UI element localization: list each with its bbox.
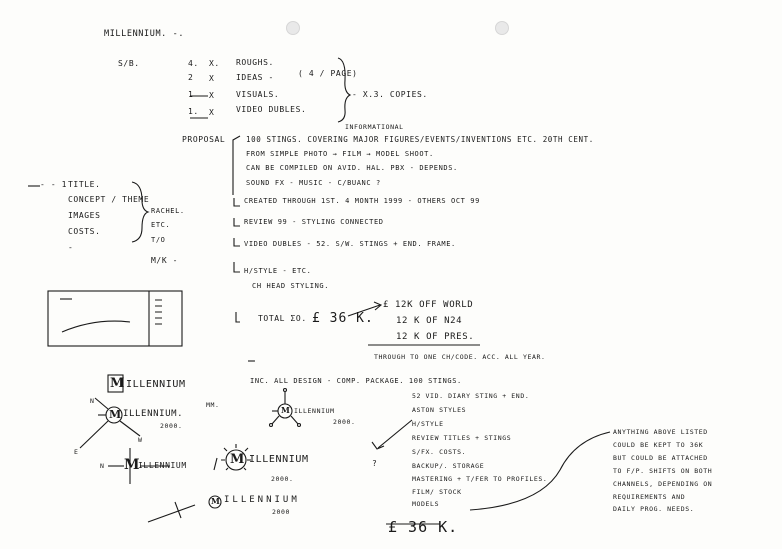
package-item-6: BACKUP/. STORAGE xyxy=(412,462,485,470)
logo-4-m: M xyxy=(124,457,140,473)
logo-3-m: M xyxy=(281,405,290,415)
note-line-4: TO F/P. SHIFTS ON BOTH xyxy=(613,467,713,475)
left-list-dash: - xyxy=(68,243,74,252)
proposal-created: CREATED THROUGH 1ST. 4 MONTH 1999 - OTHERS OCT 99 xyxy=(244,197,480,205)
logo-4-n: N xyxy=(100,462,105,470)
proposal-line-4: SOUND FX - MUSIC - C/BUANC ? xyxy=(246,179,381,187)
left-list-item-4: COSTS. xyxy=(68,227,101,236)
logo-mm-label: MM. xyxy=(206,401,220,409)
left-list-marker: - - 1 xyxy=(40,180,68,189)
sb-item-3: VISUALS. xyxy=(236,90,280,99)
note-line-2: COULD BE KEPT TO 36K xyxy=(613,441,704,449)
note-line-5: CHANNELS, DEPENDING ON xyxy=(613,480,713,488)
logo-2-wordmark: ILLENNIUM. xyxy=(123,409,184,419)
logo-1-wordmark: ILLENNIUM xyxy=(126,379,186,390)
note-line-3: BUT COULD BE ATTACHED xyxy=(613,454,708,462)
sb-qty-1: 4. xyxy=(188,59,199,68)
left-mk: M/K - xyxy=(151,256,179,265)
logo-3-wordmark: ILLENNIUM xyxy=(294,407,335,415)
package-item-1: 52 VID. DIARY STING + END. xyxy=(412,392,530,400)
sb-qty-4: 1. xyxy=(188,107,199,116)
left-list-item-1: TITLE. xyxy=(68,180,101,189)
logo-2-year: 2000. xyxy=(160,422,183,430)
costs-breakdown-2: 12 K OF N24 xyxy=(396,316,463,326)
left-side-2: ETC. xyxy=(151,221,171,229)
sb-x-1: X. xyxy=(209,59,220,68)
left-list-item-2: CONCEPT / THEME xyxy=(68,195,150,204)
proposal-line-3: CAN BE COMPILED ON AVID. HAL. PBX - DEPENDS. xyxy=(246,164,458,172)
logo-6-year: 2000 xyxy=(272,508,291,516)
sb-item-1: ROUGHS. xyxy=(236,58,274,67)
proposal-line-2: FROM SIMPLE PHOTO → FILM → MODEL SHOOT. xyxy=(246,150,434,158)
proposal-line-1: 100 STINGS. COVERING MAJOR FIGURES/EVENTS/INVENTIONS ETC. 20TH CENT. xyxy=(246,135,594,144)
logo-5-wordmark: ILLENNIUM xyxy=(249,454,309,465)
proposal-label: PROPOSAL xyxy=(182,135,226,144)
logo-2-w: W xyxy=(138,436,143,444)
package-item-5: S/FX. COSTS. xyxy=(412,448,467,456)
logo-4-wordmark: ILLENNIUM xyxy=(138,461,187,470)
sb-label: S/B. xyxy=(118,59,140,68)
logo-3-year: 2000. xyxy=(333,418,356,426)
left-list-item-3: IMAGES xyxy=(68,211,101,220)
logo-2-e: E xyxy=(74,448,79,456)
logo-2-n: N xyxy=(90,397,95,405)
proposal-hstyle: H/STYLE - ETC. xyxy=(244,267,312,275)
logo-2-m: M xyxy=(109,408,122,421)
logo-5-year: 2000. xyxy=(271,475,294,483)
logo-6-m: M xyxy=(211,496,220,506)
sb-x-3: X xyxy=(209,91,215,100)
sb-x-4: X xyxy=(209,108,215,117)
proposal-chhead: CH HEAD STYLING. xyxy=(252,282,330,290)
proposal-review: REVIEW 99 - STYLING CONNECTED xyxy=(244,218,384,226)
package-item-2: ASTON STYLES xyxy=(412,406,467,414)
sb-x-2: X xyxy=(209,74,215,83)
left-side-1: RACHEL. xyxy=(151,207,185,215)
costs-breakdown-3: 12 K OF PRES. xyxy=(396,332,475,342)
costs-through: THROUGH TO ONE CH/CODE. ACC. ALL YEAR. xyxy=(374,353,546,361)
costs-total: £ 36 K. xyxy=(312,311,374,326)
sb-copies: - X.3. COPIES. xyxy=(352,90,428,99)
logo-6-wordmark: ILLENNIUM xyxy=(224,495,300,505)
package-total: £ 36 K. xyxy=(388,518,459,536)
sb-item-4: VIDEO DUBLES. xyxy=(236,105,307,114)
note-line-7: DAILY PROG. NEEDS. xyxy=(613,505,695,513)
note-line-6: REQUIREMENTS AND xyxy=(613,493,686,501)
package-item-9: MODELS xyxy=(412,500,440,508)
logo-5-m: M xyxy=(230,452,245,467)
proposal-informational: INFORMATIONAL xyxy=(345,123,404,131)
sb-per-page: ( 4 / PAGE) xyxy=(298,69,358,78)
package-item-7: MASTERING + T/FER TO PROFILES. xyxy=(412,475,548,483)
costs-breakdown-1: £ 12K OFF WORLD xyxy=(383,300,474,310)
proposal-video: VIDEO DUBLES - 52. S/W. STINGS + END. FRAME. xyxy=(244,240,456,248)
package-question: ? xyxy=(372,459,378,468)
left-side-3: T/O xyxy=(151,236,166,244)
package-intro: INC. ALL DESIGN - COMP. PACKAGE. 100 STINGS. xyxy=(250,377,462,385)
sb-item-2: IDEAS - xyxy=(236,73,274,82)
sb-qty-2: 2 xyxy=(188,73,194,82)
package-item-4: REVIEW TITLES + STINGS xyxy=(412,434,512,442)
costs-label: TOTAL ΣO. xyxy=(258,314,307,323)
page-title: MILLENNIUM. -. xyxy=(104,29,185,39)
logo-1-m: M xyxy=(110,376,125,391)
package-item-8: FILM/ STOCK xyxy=(412,488,462,496)
package-item-3: H/STYLE xyxy=(412,420,444,428)
sb-qty-3: 1 xyxy=(188,90,194,99)
note-line-1: ANYTHING ABOVE LISTED xyxy=(613,428,708,436)
